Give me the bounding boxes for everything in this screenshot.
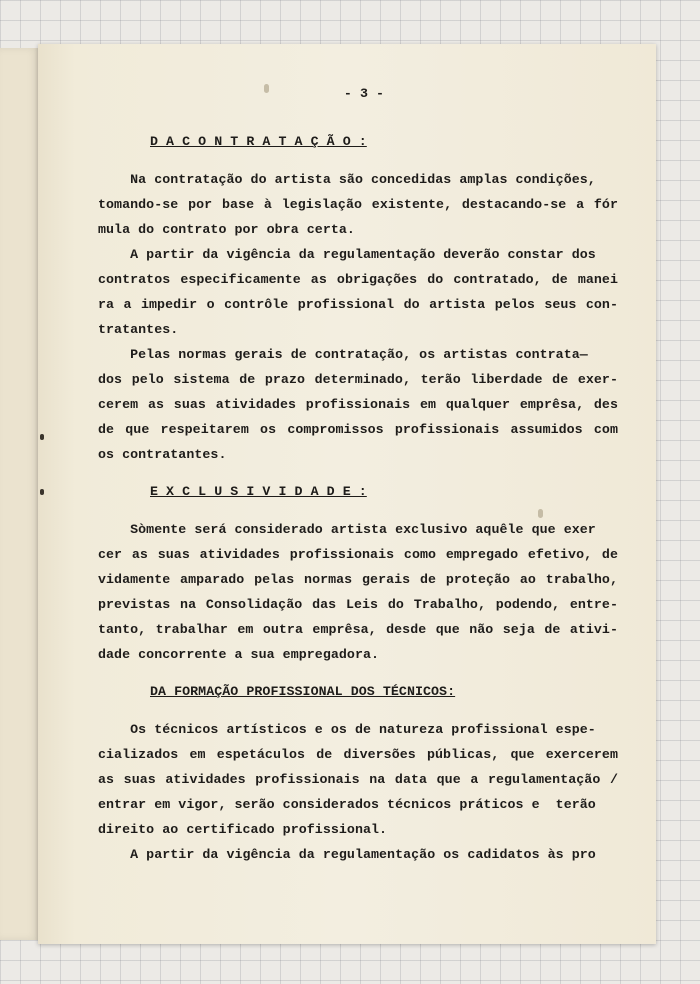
paragraph	[98, 242, 618, 342]
text-line: Sòmente será considerado artista exclusivo aquêle que exer	[98, 522, 596, 537]
section-heading: DA FORMAÇÃO PROFISSIONAL DOS TÉCNICOS:	[150, 684, 456, 699]
paragraph	[98, 167, 618, 242]
page-number: - 3 -	[343, 86, 385, 101]
binding-hole	[40, 434, 44, 440]
text-line: de que respeitarem os compromissos profissionais assumidos com	[98, 422, 618, 437]
text-line: dade concorrente a sua empregadora.	[98, 647, 380, 662]
paragraph	[98, 842, 618, 867]
text-line: os contratantes.	[98, 447, 227, 462]
text-line: Os técnicos artísticos e os de natureza profissional espe-	[98, 722, 596, 737]
text-line: A partir da vigência da regulamentação os cadidatos às pro	[98, 847, 596, 862]
text-line: cerem as suas atividades profissionais em qualquer emprêsa, des	[98, 397, 618, 412]
text-line: previstas na Consolidação das Leis do Trabalho, podendo, entre-	[98, 597, 618, 612]
section-formacao-profissional	[98, 679, 618, 867]
text-line: Na contratação do artista são concedidas amplas condições,	[98, 172, 596, 187]
text-line: ra a impedir o contrôle profissional do artista pelos seus con-	[98, 297, 618, 312]
text-line: vidamente amparado pelas normas gerais de proteção ao trabalho,	[98, 572, 618, 587]
paragraph	[98, 717, 618, 842]
text-line: cializados em espetáculos de diversões públicas, que exercerem	[98, 747, 618, 762]
text-line: as suas atividades profissionais na data que a regulamentação /	[98, 772, 618, 787]
paragraph	[98, 342, 618, 467]
text-line: cer as suas atividades profissionais como empregado efetivo, de	[98, 547, 618, 562]
text-line: mula do contrato por obra certa.	[98, 222, 355, 237]
text-line: tomando-se por base à legislação existente, destacando-se a fór	[98, 197, 618, 212]
text-line: A partir da vigência da regulamentação deverão constar dos	[98, 247, 596, 262]
text-line: Pelas normas gerais de contratação, os artistas contrata—	[98, 347, 588, 362]
text-line: contratos especificamente as obrigações do contratado, de manei	[98, 272, 618, 287]
section-exclusividade	[98, 479, 618, 667]
section-heading: E X C L U S I V I D A D E :	[150, 484, 367, 499]
section-heading: D A C O N T R A T A Ç Ã O :	[150, 134, 367, 149]
document-body	[98, 86, 618, 867]
text-line: tanto, trabalhar em outra emprêsa, desde que não seja de ativi-	[98, 622, 618, 637]
text-line: direito ao certificado profissional.	[98, 822, 388, 837]
binding-hole	[40, 489, 44, 495]
section-contratacao	[98, 129, 618, 467]
text-line: dos pelo sistema de prazo determinado, terão liberdade de exer-	[98, 372, 618, 387]
paragraph	[98, 517, 618, 667]
facing-page-edge	[0, 48, 39, 940]
text-line: tratantes.	[98, 322, 179, 337]
text-line: entrar em vigor, serão considerados técnicos práticos e terão	[98, 797, 596, 812]
